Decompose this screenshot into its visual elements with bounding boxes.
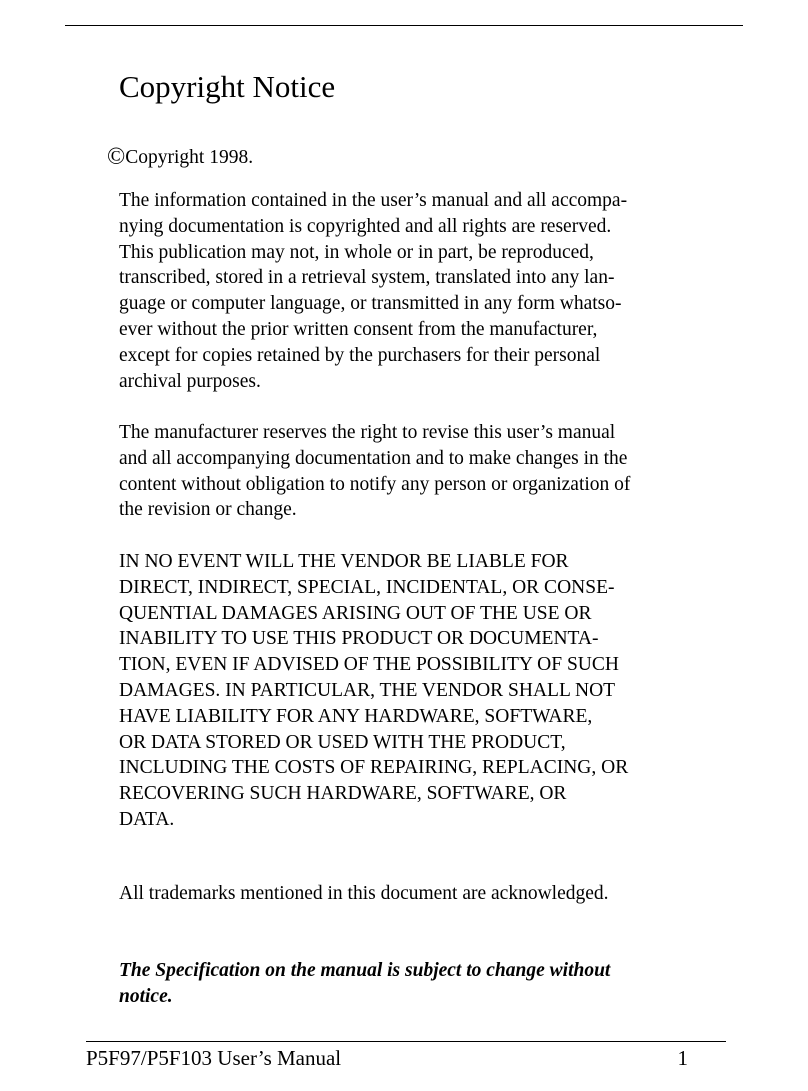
- text-line: The information contained in the user’s manual and all accompa-: [119, 190, 628, 211]
- footer-manual-title: P5F97/P5F103 User’s Manual: [86, 1046, 342, 1070]
- text-line: QUENTIAL DAMAGES ARISING OUT OF THE USE OR: [119, 602, 592, 624]
- text-line: DATA.: [119, 808, 175, 830]
- text-line: TION, EVEN IF ADVISED OF THE POSSIBILITY OF SUCH: [119, 654, 619, 676]
- text-line: nying documentation is copyrighted and all rights are reserved.: [119, 215, 612, 237]
- text-line: the revision or change.: [119, 499, 297, 521]
- text-line: DAMAGES. IN PARTICULAR, THE VENDOR SHALL NOT: [119, 679, 616, 701]
- text-line: This publication may not, in whole or in part, be reproduced,: [119, 241, 594, 263]
- paragraph-trademarks: [119, 881, 699, 907]
- text-line: archival purposes.: [119, 370, 261, 392]
- text-line: The manufacturer reserves the right to revise this user’s manual: [119, 422, 616, 443]
- paragraph-revision-rights: [119, 420, 699, 523]
- paragraph-copyright-terms: [119, 188, 699, 394]
- text-line: except for copies retained by the purchasers for their personal: [119, 344, 601, 366]
- text-line: INCLUDING THE COSTS OF REPAIRING, REPLACING, OR: [119, 757, 629, 779]
- copyright-line: [107, 143, 253, 172]
- paragraph-liability-disclaimer: [119, 549, 699, 833]
- footer-rule: [86, 1041, 726, 1042]
- page-number: 1: [677, 1046, 688, 1070]
- text-line: content without obligation to notify any person or organization of: [119, 473, 631, 495]
- text-line: RECOVERING SUCH HARDWARE, SOFTWARE, OR: [119, 783, 567, 805]
- text-line: The Specification on the manual is subject to change without: [119, 960, 611, 981]
- text-line: notice.: [119, 985, 173, 1007]
- page-title: Copyright Notice: [119, 69, 336, 104]
- text-line: IN NO EVENT WILL THE VENDOR BE LIABLE FOR: [119, 551, 569, 572]
- copyright-text: Copyright 1998.: [125, 147, 254, 168]
- copyright-symbol: ©: [107, 144, 126, 170]
- text-line: transcribed, stored in a retrieval system, translated into any lan-: [119, 267, 615, 289]
- text-line: ever without the prior written consent from the manufacturer,: [119, 318, 598, 340]
- text-line: All trademarks mentioned in this document are acknowledged.: [119, 883, 609, 904]
- text-line: DIRECT, INDIRECT, SPECIAL, INCIDENTAL, OR CONSE-: [119, 576, 615, 598]
- paragraph-specification-notice: [119, 958, 699, 1010]
- text-line: OR DATA STORED OR USED WITH THE PRODUCT,: [119, 731, 566, 753]
- header-rule: [65, 25, 743, 26]
- text-line: guage or computer language, or transmitted in any form whatso-: [119, 293, 622, 315]
- text-line: HAVE LIABILITY FOR ANY HARDWARE, SOFTWARE,: [119, 705, 593, 727]
- text-line: INABILITY TO USE THIS PRODUCT OR DOCUMENTA-: [119, 628, 599, 650]
- text-line: and all accompanying documentation and to make changes in the: [119, 447, 628, 469]
